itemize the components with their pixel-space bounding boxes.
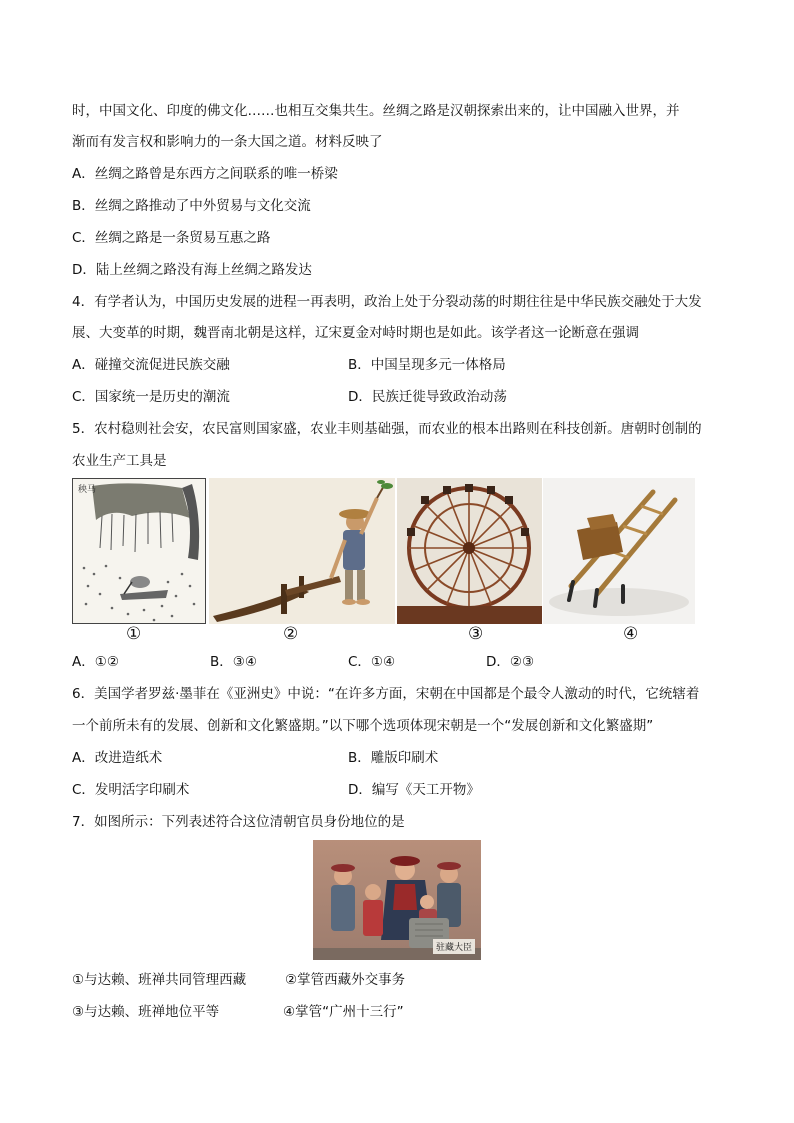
seed-drill-image [543,478,695,624]
q4-option-a: A．碰撞交流促进民族交融 [72,357,230,373]
q5-option-d: D．②③ [486,654,535,670]
q3-stem-line-2: 渐而有发言权和影响力的一条大国之道。材料反映了 [72,134,383,150]
q4-option-b: B．中国呈现多元一体格局 [348,357,506,373]
q7-stem-line-1: 7．如图所示：下列表述符合这位清朝官员身份地位的是 [72,814,405,830]
q3-option-a: A．丝绸之路曾是东西方之间联系的唯一桥梁 [72,166,338,182]
q5-option-b: B．③④ [210,654,257,670]
image-label-4: ④ [623,624,639,644]
q3-option-c: C．丝绸之路是一条贸易互惠之路 [72,230,271,246]
q7-statement-4: ④掌管“广州十三行” [283,1004,404,1020]
q6-option-b: B．雕版印刷术 [348,750,439,766]
qing-official-painting [313,840,481,960]
q5-stem-line-1: 5．农村稳则社会安，农民富则国家盛，农业丰则基础强，而农业的根本出路则在科技创新。唐朝时创制的 [72,421,702,437]
image-label-1: ① [126,624,142,644]
painting-caption: 驻藏大臣 [433,939,475,954]
q4-option-c: C．国家统一是历史的潮流 [72,389,230,405]
image-label-3: ③ [468,624,484,644]
q4-stem-line-1: 4．有学者认为，中国历史发展的进程一再表明，政治上处于分裂动荡的时期往往是中华民族交融处于大发 [72,294,702,310]
q3-stem-line-1: 时，中国文化、印度的佛文化……也相互交集共生。丝绸之路是汉朝探索出来的，让中国融入世界，并 [72,103,680,119]
q6-option-c: C．发明活字印刷术 [72,782,190,798]
q4-option-d: D．民族迁徙导致政治动荡 [348,389,507,405]
q6-option-a: A．改进造纸术 [72,750,163,766]
q5-option-c: C．①④ [348,654,396,670]
woodcut-caption: 秧马 [78,485,97,495]
q5-option-a: A．①② [72,654,119,670]
waterwheel-image [397,478,542,624]
q4-stem-line-2: 展、大变革的时期，魏晋南北朝是这样，辽宋夏金对峙时期也是如此。该学者这一论断意在强调 [72,325,639,341]
image-label-2: ② [283,624,299,644]
q7-statement-1: ①与达赖、班禅共同管理西藏 [72,972,247,988]
q3-option-d: D．陆上丝绸之路没有海上丝绸之路发达 [72,262,312,278]
q7-statement-2: ②掌管西藏外交事务 [285,972,406,988]
q6-option-d: D．编写《天工开物》 [348,782,480,798]
q3-option-b: B．丝绸之路推动了中外贸易与文化交流 [72,198,311,214]
q6-stem-line-1: 6．美国学者罗兹·墨菲在《亚洲史》中说：“在许多方面，宋朝在中国都是个最令人激动的时代，它统辖着 [72,686,700,702]
plow-image [209,478,395,624]
q5-stem-line-2: 农业生产工具是 [72,453,167,469]
woodcut-image [72,478,206,624]
q7-statement-3: ③与达赖、班禅地位平等 [72,1004,220,1020]
q6-stem-line-2: 一个前所未有的发展、创新和文化繁盛期。”以下哪个选项体现宋朝是一个“发展创新和文化繁盛期” [72,718,654,734]
